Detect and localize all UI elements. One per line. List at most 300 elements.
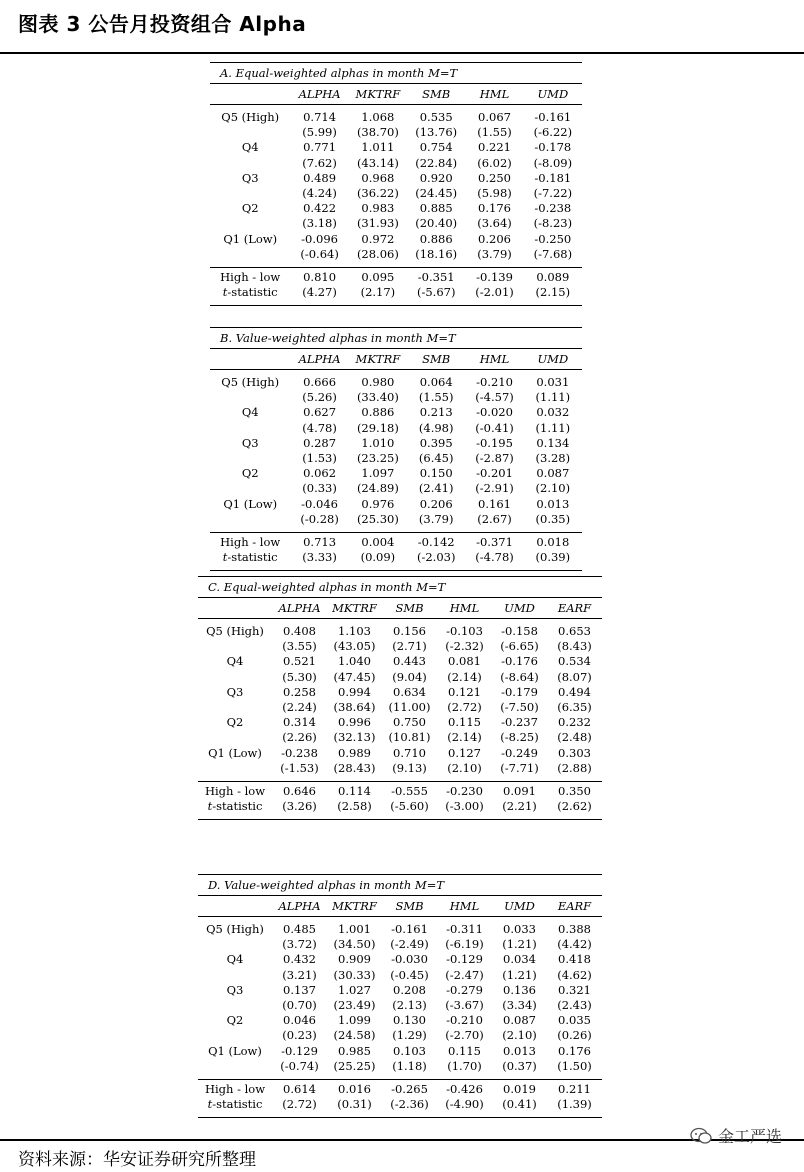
tstat-cell: (23.25)	[356, 451, 399, 466]
tstat-cell: (8.07)	[557, 669, 592, 684]
tstat-cell: (-0.74)	[280, 1058, 319, 1073]
row-label: Q1 (Low)	[223, 496, 278, 511]
coefficient-cell: 0.395	[419, 435, 453, 450]
coefficient-cell: 0.176	[478, 201, 511, 216]
tstat-cell: (38.64)	[333, 700, 376, 715]
table-row-tstat	[198, 968, 602, 983]
tstat-cell: (28.06)	[356, 246, 399, 261]
panel-c-table	[198, 576, 602, 820]
tstat-cell: (-6.19)	[445, 937, 484, 952]
tstat-cell: (-1.53)	[280, 760, 319, 775]
tstat-cell: (24.58)	[333, 1028, 376, 1043]
summary-tstat-cell: (-2.03)	[416, 550, 456, 565]
table-row	[198, 1044, 602, 1059]
tstat-cell: (4.78)	[302, 420, 337, 435]
tstat-cell: (1.55)	[418, 390, 454, 405]
tstat-cell: (-2.70)	[445, 1028, 484, 1043]
column-header: SMB	[382, 598, 437, 619]
coefficient-cell: -0.103	[446, 624, 483, 638]
coefficient-cell: 0.634	[393, 684, 426, 699]
summary-tstat-cell: (2.62)	[557, 799, 592, 814]
row-label: Q2	[241, 466, 259, 481]
row-label: Q5 (High)	[221, 375, 280, 389]
tstat-cell: (2.48)	[557, 730, 592, 745]
summary-tstat-cell: (0.39)	[535, 550, 571, 565]
table-row-tstat	[210, 216, 582, 231]
summary-tstat-cell: (-2.01)	[475, 285, 514, 300]
coefficient-cell: -0.176	[501, 654, 538, 669]
tstat-label: t-statistic	[222, 550, 278, 565]
tstat-cell: (0.23)	[282, 1028, 317, 1043]
row-label: Q2	[226, 1013, 244, 1028]
tstat-cell: (13.76)	[415, 125, 458, 140]
column-header: MKTRF	[327, 896, 382, 917]
coefficient-cell: 0.176	[558, 1043, 591, 1058]
summary-cell: -0.555	[382, 782, 437, 800]
tstat-cell: (2.10)	[502, 1028, 537, 1043]
tstat-cell: (-7.68)	[533, 246, 573, 261]
header-cell-empty	[198, 896, 272, 917]
tstat-cell: (2.24)	[282, 700, 317, 715]
summary-cell: 0.350	[547, 782, 602, 800]
row-label: Q1 (Low)	[208, 745, 262, 760]
tstat-cell: (1.53)	[302, 451, 337, 466]
coefficient-cell: -0.237	[501, 715, 538, 730]
coefficient-cell: 0.314	[283, 715, 316, 730]
coefficient-cell: 0.136	[503, 982, 536, 997]
coefficient-cell: 0.035	[558, 1013, 591, 1028]
coefficient-cell: 0.134	[536, 435, 570, 450]
table-row	[210, 405, 582, 420]
row-label: Q5 (High)	[221, 110, 280, 124]
header-row	[198, 896, 602, 917]
tstat-cell: (-4.57)	[475, 390, 514, 405]
tstat-cell: (9.13)	[392, 760, 427, 775]
table-row-tstat	[210, 390, 582, 405]
coefficient-cell: 0.287	[303, 435, 337, 450]
tstat-cell: (2.14)	[447, 669, 482, 684]
panel-caption: C. Equal-weighted alphas in month M=T	[198, 576, 602, 598]
tstat-cell: (-2.91)	[475, 481, 514, 496]
tstat-cell: (-8.23)	[533, 216, 573, 231]
tstat-cell: (1.18)	[392, 1058, 427, 1073]
coefficient-cell: -0.046	[301, 496, 338, 511]
coefficient-cell: -0.129	[281, 1043, 318, 1058]
coefficient-cell: 0.258	[283, 684, 316, 699]
coefficient-cell: -0.250	[534, 231, 572, 246]
tstat-cell: (5.99)	[302, 125, 337, 140]
table-row-tstat	[198, 670, 602, 685]
tstat-cell: (3.79)	[477, 246, 512, 261]
table-row	[210, 436, 582, 451]
tstat-cell: (1.11)	[535, 420, 571, 435]
coefficient-cell: 0.983	[361, 201, 395, 216]
tstat-cell: (1.21)	[502, 967, 537, 982]
summary-label: High - low	[210, 533, 290, 551]
summary-cell: 0.016	[327, 1080, 382, 1098]
column-header: HML	[465, 84, 523, 105]
summary-tstat-cell: (2.17)	[360, 285, 396, 300]
column-header: ALPHA	[290, 84, 348, 105]
summary-cell: 0.614	[272, 1080, 327, 1098]
summary-tstat-cell: (4.27)	[302, 285, 337, 300]
coefficient-cell: -0.178	[534, 140, 572, 155]
table-row-tstat	[198, 1028, 602, 1043]
column-header: UMD	[492, 896, 547, 917]
column-header: EARF	[547, 598, 602, 619]
coefficient-cell: 0.653	[558, 624, 591, 638]
summary-tstat-cell: (-4.90)	[445, 1097, 484, 1112]
tstat-cell: (2.72)	[447, 700, 482, 715]
tstat-cell: (-2.87)	[475, 451, 514, 466]
tstat-cell: (3.79)	[418, 511, 454, 526]
coefficient-cell: 0.206	[478, 231, 511, 246]
tstat-cell: (-0.28)	[300, 511, 339, 526]
row-label: Q3	[226, 982, 244, 997]
summary-row	[198, 1080, 602, 1098]
tstat-cell: (32.13)	[333, 730, 376, 745]
coefficient-cell: 0.996	[338, 715, 371, 730]
tstat-cell: (2.43)	[557, 998, 592, 1013]
coefficient-cell: 1.068	[361, 110, 395, 124]
table-row	[210, 497, 582, 512]
header-cell-empty	[210, 84, 290, 105]
tstat-cell: (2.10)	[447, 760, 482, 775]
column-header: HML	[437, 896, 492, 917]
tstat-cell: (5.98)	[477, 186, 512, 201]
coefficient-cell: 0.130	[393, 1013, 426, 1028]
tstat-cell: (6.45)	[418, 451, 454, 466]
coefficient-cell: 0.994	[338, 684, 371, 699]
row-label-empty	[198, 1028, 272, 1043]
coefficient-cell: -0.210	[476, 375, 513, 389]
row-label-empty	[198, 639, 272, 654]
tstat-cell: (2.41)	[418, 481, 454, 496]
column-header: MKTRF	[349, 84, 407, 105]
tstat-cell: (-0.41)	[475, 420, 514, 435]
row-label: Q3	[241, 170, 259, 185]
tstat-cell: (3.28)	[535, 451, 571, 466]
coefficient-cell: 0.771	[303, 140, 337, 155]
coefficient-cell: 1.103	[338, 624, 371, 638]
summary-label: High - low	[210, 268, 290, 286]
tstat-label: t-statistic	[207, 1097, 263, 1112]
coefficient-cell: 1.097	[361, 466, 395, 481]
coefficient-cell: 0.886	[419, 231, 453, 246]
tstat-cell: (9.04)	[392, 669, 427, 684]
coefficient-cell: 0.013	[536, 496, 570, 511]
tstat-cell: (2.67)	[477, 511, 512, 526]
tstat-cell: (23.49)	[333, 998, 376, 1013]
row-label: Q5 (High)	[206, 922, 264, 936]
summary-row	[210, 268, 582, 286]
tstat-cell: (3.18)	[302, 216, 337, 231]
tstat-cell: (1.55)	[477, 125, 512, 140]
summary-tstat-cell: (2.72)	[282, 1097, 317, 1112]
coefficient-cell: 0.115	[448, 715, 481, 730]
table-row-tstat	[198, 700, 602, 715]
coefficient-cell: 0.909	[338, 952, 371, 967]
tstat-cell: (20.40)	[415, 216, 458, 231]
panel-d-table	[198, 874, 602, 1118]
row-label: Q4	[241, 140, 259, 155]
tstat-cell: (7.62)	[302, 155, 337, 170]
tstat-cell: (24.89)	[356, 481, 399, 496]
coefficient-cell: 0.087	[536, 466, 570, 481]
header-row	[210, 349, 582, 370]
header-row	[210, 84, 582, 105]
table-row	[210, 375, 582, 390]
summary-cell: 0.114	[327, 782, 382, 800]
coefficient-cell: 0.422	[303, 201, 337, 216]
table-row-tstat	[210, 156, 582, 171]
summary-cell: -0.351	[407, 268, 465, 286]
table-row	[198, 922, 602, 937]
coefficient-cell: 0.250	[478, 170, 511, 185]
coefficient-cell: 0.980	[361, 375, 395, 389]
column-header: ALPHA	[272, 896, 327, 917]
tstat-cell: (33.40)	[356, 390, 399, 405]
coefficient-cell: 0.418	[558, 952, 591, 967]
tstat-cell: (3.72)	[282, 937, 317, 952]
tstat-cell: (10.81)	[388, 730, 431, 745]
row-label-empty	[210, 451, 290, 466]
coefficient-cell: 0.087	[503, 1013, 536, 1028]
table-row	[198, 654, 602, 669]
coefficient-cell: 0.303	[558, 745, 591, 760]
summary-cell: -0.265	[382, 1080, 437, 1098]
column-header: UMD	[524, 349, 582, 370]
coefficient-cell: 0.666	[303, 375, 337, 389]
tstat-cell: (30.33)	[333, 967, 376, 982]
tstat-cell: (-6.22)	[533, 125, 573, 140]
summary-tstat-cell: (-3.00)	[445, 799, 484, 814]
row-label: Q5 (High)	[206, 624, 264, 638]
table-row	[210, 232, 582, 247]
row-label: Q2	[226, 715, 244, 730]
coefficient-cell: 0.121	[448, 684, 481, 699]
summary-tstat-row	[198, 1097, 602, 1112]
coefficient-cell: 0.989	[338, 745, 371, 760]
row-label-empty	[198, 1059, 272, 1074]
coefficient-cell: 0.710	[393, 745, 426, 760]
tstat-cell: (47.45)	[333, 669, 376, 684]
tstat-cell: (4.98)	[418, 420, 454, 435]
tstat-cell: (-8.09)	[533, 155, 573, 170]
tstat-cell: (43.14)	[356, 155, 399, 170]
table-row	[198, 983, 602, 998]
title-divider	[0, 52, 804, 54]
tstat-cell: (2.10)	[535, 481, 571, 496]
tstat-cell: (-7.22)	[533, 186, 573, 201]
tstat-cell: (-3.67)	[445, 998, 484, 1013]
tstat-cell: (8.43)	[557, 639, 592, 654]
column-header: SMB	[407, 84, 465, 105]
tstat-cell: (1.50)	[557, 1058, 592, 1073]
coefficient-cell: 0.033	[503, 922, 536, 936]
table-row-tstat	[210, 512, 582, 527]
coefficient-cell: 1.099	[338, 1013, 371, 1028]
coefficient-cell: 0.032	[536, 405, 570, 420]
tstat-cell: (28.43)	[333, 760, 376, 775]
summary-tstat-cell: (3.33)	[302, 550, 337, 565]
coefficient-cell: 0.754	[419, 140, 453, 155]
tstat-cell: (24.45)	[415, 186, 458, 201]
summary-tstat-cell: (-4.78)	[475, 550, 514, 565]
tstat-cell: (0.70)	[282, 998, 317, 1013]
tstat-label: t-statistic	[222, 285, 278, 300]
row-label-empty	[198, 730, 272, 745]
tstat-cell: (2.14)	[447, 730, 482, 745]
tstat-cell: (0.35)	[535, 511, 571, 526]
summary-tstat-cell: (0.09)	[360, 550, 396, 565]
coefficient-cell: 0.886	[361, 405, 395, 420]
table-row-tstat	[198, 937, 602, 952]
coefficient-cell: 0.064	[419, 375, 453, 389]
coefficient-cell: 0.161	[478, 496, 511, 511]
summary-tstat-cell: (0.41)	[502, 1097, 537, 1112]
tstat-cell: (1.70)	[447, 1058, 482, 1073]
row-label: Q2	[241, 201, 259, 216]
row-label: Q3	[241, 435, 259, 450]
tstat-cell: (3.55)	[282, 639, 317, 654]
figure-title: 图表 3 公告月投资组合 Alpha	[18, 12, 307, 36]
summary-tstat-cell: (-5.60)	[390, 799, 429, 814]
tstat-cell: (4.62)	[557, 967, 592, 982]
row-label-empty	[210, 512, 290, 527]
coefficient-cell: 0.150	[419, 466, 453, 481]
summary-cell: 0.095	[349, 268, 407, 286]
row-label: Q3	[226, 684, 244, 699]
coefficient-cell: -0.161	[391, 922, 428, 936]
coefficient-cell: 1.010	[361, 435, 395, 450]
coefficient-cell: -0.210	[446, 1013, 483, 1028]
summary-cell: -0.142	[407, 533, 465, 551]
coefficient-cell: 0.062	[303, 466, 337, 481]
coefficient-cell: 0.534	[558, 654, 591, 669]
coefficient-cell: -0.311	[446, 922, 483, 936]
coefficient-cell: 0.521	[283, 654, 316, 669]
row-label: Q1 (Low)	[223, 231, 278, 246]
coefficient-cell: -0.238	[281, 745, 318, 760]
row-label-empty	[210, 421, 290, 436]
table-row	[198, 685, 602, 700]
coefficient-cell: 0.494	[558, 684, 591, 699]
tstat-cell: (-2.32)	[445, 639, 484, 654]
coefficient-cell: 0.535	[419, 110, 453, 124]
coefficient-cell: 0.885	[419, 201, 453, 216]
summary-tstat-row	[210, 550, 582, 565]
tstat-cell: (-8.25)	[500, 730, 539, 745]
row-label-empty	[210, 390, 290, 405]
coefficient-cell: 1.027	[338, 982, 371, 997]
panel-caption: A. Equal-weighted alphas in month M=T	[210, 62, 582, 84]
coefficient-cell: 0.321	[558, 982, 591, 997]
tstat-cell: (3.34)	[502, 998, 537, 1013]
header-row	[198, 598, 602, 619]
tstat-cell: (-2.49)	[390, 937, 429, 952]
header-cell-empty	[210, 349, 290, 370]
tstat-cell: (2.26)	[282, 730, 317, 745]
coefficient-cell: 0.489	[303, 170, 337, 185]
row-label-empty	[210, 247, 290, 262]
tstat-cell: (22.84)	[415, 155, 458, 170]
tstat-cell: (0.26)	[557, 1028, 592, 1043]
watermark-text: 金工严选	[717, 1127, 782, 1146]
coefficient-cell: -0.201	[476, 466, 513, 481]
coefficient-cell: 0.232	[558, 715, 591, 730]
column-header: HML	[465, 349, 523, 370]
tstat-cell: (1.29)	[392, 1028, 427, 1043]
column-header: UMD	[492, 598, 547, 619]
coefficient-cell: -0.020	[476, 405, 513, 420]
summary-tstat-cell: (2.58)	[337, 799, 372, 814]
summary-tstat-cell: (3.26)	[282, 799, 317, 814]
coefficient-cell: -0.030	[391, 952, 428, 967]
column-header: ALPHA	[272, 598, 327, 619]
coefficient-cell: -0.279	[446, 982, 483, 997]
table-row-tstat	[198, 1059, 602, 1074]
tstat-cell: (0.37)	[502, 1058, 537, 1073]
coefficient-cell: -0.181	[534, 170, 572, 185]
coefficient-cell: 0.968	[361, 170, 395, 185]
coefficient-cell: 1.040	[338, 654, 371, 669]
tstat-label: t-statistic	[207, 799, 263, 814]
row-label-empty	[210, 186, 290, 201]
coefficient-cell: -0.096	[301, 231, 338, 246]
coefficient-cell: 0.432	[283, 952, 316, 967]
tstat-cell: (31.93)	[356, 216, 399, 231]
column-header: UMD	[524, 84, 582, 105]
coefficient-cell: 0.031	[536, 375, 570, 389]
column-header: MKTRF	[327, 598, 382, 619]
coefficient-cell: 0.013	[503, 1043, 536, 1058]
tstat-cell: (38.70)	[356, 125, 399, 140]
tstat-cell: (2.71)	[392, 639, 427, 654]
table-row	[210, 110, 582, 125]
coefficient-cell: 0.137	[283, 982, 316, 997]
coefficient-cell: 0.985	[338, 1043, 371, 1058]
row-label-empty	[198, 761, 272, 776]
column-header: ALPHA	[290, 349, 348, 370]
summary-label: High - low	[198, 782, 272, 800]
wechat-icon	[690, 1127, 712, 1145]
tstat-cell: (-8.64)	[500, 669, 539, 684]
summary-row	[198, 782, 602, 800]
table-row-tstat	[198, 730, 602, 745]
coefficient-cell: -0.129	[446, 952, 483, 967]
coefficient-cell: 0.920	[419, 170, 453, 185]
summary-label: High - low	[198, 1080, 272, 1098]
table-row	[198, 1013, 602, 1028]
summary-cell: 0.646	[272, 782, 327, 800]
coefficient-cell: 0.221	[478, 140, 511, 155]
summary-cell: 0.211	[547, 1080, 602, 1098]
table-row	[198, 952, 602, 967]
watermark	[690, 1124, 782, 1147]
table-row-tstat	[210, 451, 582, 466]
tstat-cell: (2.13)	[392, 998, 427, 1013]
tstat-cell: (-2.47)	[445, 967, 484, 982]
row-label: Q4	[241, 405, 259, 420]
coefficient-cell: -0.249	[501, 745, 538, 760]
tstat-cell: (36.22)	[356, 186, 399, 201]
summary-cell: 0.713	[290, 533, 348, 551]
table-row	[198, 624, 602, 639]
tstat-cell: (2.88)	[557, 760, 592, 775]
tstat-cell: (4.42)	[557, 937, 592, 952]
summary-cell: -0.139	[465, 268, 523, 286]
